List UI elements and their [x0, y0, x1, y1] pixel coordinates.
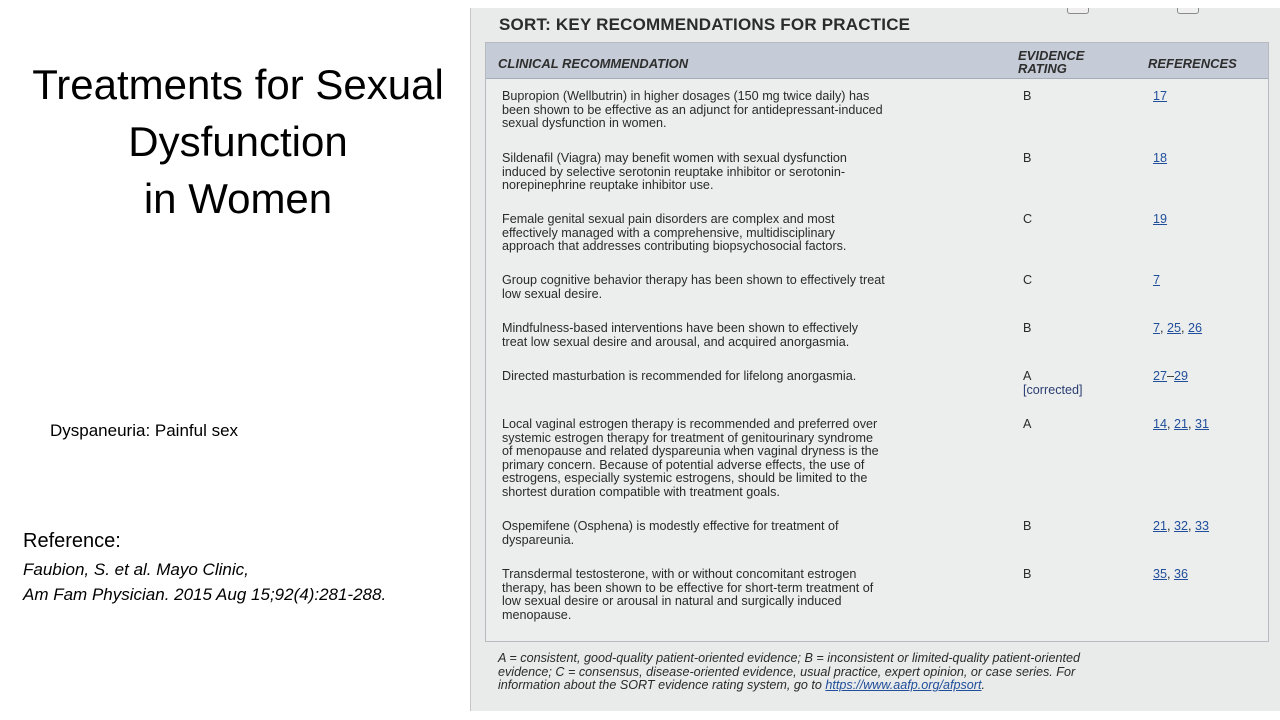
recommendation-cell	[502, 568, 972, 622]
recommendation-line: therapy, has been shown to be effective for short-term treatment of	[502, 580, 874, 595]
evidence-rating-cell	[1023, 568, 1123, 582]
recommendation-line: menopause.	[502, 607, 572, 622]
recommendation-line: sexual dysfunction in women.	[502, 116, 667, 130]
evidence-rating: A	[1023, 369, 1032, 383]
reference-link[interactable]: 32	[1174, 519, 1189, 533]
recommendation-line: Ospemifene (Osphena) is modestly effective for treatment of	[502, 519, 839, 533]
slide-title-line: Dysfunction	[128, 118, 348, 165]
reference-link[interactable]: 27	[1153, 369, 1168, 383]
recommendation-cell	[502, 274, 972, 301]
references-cell	[1153, 322, 1263, 336]
rating-correction-note: [corrected]	[1023, 382, 1083, 397]
recommendation-line: Transdermal testosterone, with or without concomitant estrogen	[502, 567, 857, 581]
recommendation-line: induced by selective serotonin reuptake inhibitor or serotonin-	[502, 164, 846, 179]
recommendation-line: shortest duration compatible with treatment goals.	[502, 484, 780, 499]
references-cell	[1153, 213, 1263, 227]
recommendations-table	[485, 42, 1269, 642]
reference-link[interactable]: 26	[1188, 321, 1203, 335]
sort-info-link[interactable]: https://www.aafp.org/afpsort	[825, 678, 982, 692]
reference-link[interactable]: 21	[1174, 417, 1189, 431]
evidence-rating: B	[1023, 321, 1032, 335]
table-header	[486, 43, 1268, 79]
reference-link[interactable]: 21	[1153, 519, 1168, 533]
evidence-rating: B	[1023, 89, 1032, 103]
slide-title	[20, 56, 456, 227]
header-rating-line: RATING	[1018, 61, 1067, 76]
recommendation-cell	[502, 520, 972, 547]
recommendation-line: Sildenafil (Viagra) may benefit women with sexual dysfunction	[502, 151, 847, 165]
recommendation-line: of menopause and related dyspareunia when vaginal dryness is the	[502, 444, 879, 458]
cropped-control-icon	[1067, 8, 1089, 14]
reference-citation-line: Am Fam Physician. 2015 Aug 15;92(4):281-288.	[23, 585, 387, 604]
recommendation-line: approach that addresses contributing biopsychosocial factors.	[502, 239, 847, 253]
recommendation-line: estrogens, especially systemic estrogens, should be limited to the	[502, 471, 868, 485]
evidence-rating-cell	[1023, 370, 1123, 397]
recommendation-line: low sexual desire.	[502, 286, 603, 301]
reference-separator: ,	[1167, 567, 1175, 581]
table-footnote	[498, 652, 1238, 693]
recommendation-line: been shown to be effective as an adjunct for antidepressant-induced	[502, 102, 883, 117]
recommendation-line: Bupropion (Wellbutrin) in higher dosages (150 mg twice daily) has	[502, 89, 870, 103]
evidence-rating-cell	[1023, 274, 1123, 288]
reference-link[interactable]: 7	[1153, 273, 1161, 287]
recommendation-line: Group cognitive behavior therapy has been shown to effectively treat	[502, 273, 885, 287]
evidence-rating-cell	[1023, 213, 1123, 227]
reference-link[interactable]: 29	[1174, 369, 1189, 383]
header-recommendation: CLINICAL RECOMMENDATION	[498, 56, 689, 71]
evidence-rating-cell	[1023, 322, 1123, 336]
recommendation-line: treat low sexual desire and arousal, and acquired anorgasmia.	[502, 334, 850, 349]
evidence-rating-cell	[1023, 418, 1123, 432]
evidence-rating: B	[1023, 519, 1032, 533]
recommendation-line: Local vaginal estrogen therapy is recommended and preferred over	[502, 417, 878, 431]
reference-link[interactable]: 35	[1153, 567, 1168, 581]
evidence-rating: B	[1023, 151, 1032, 165]
recommendation-line: dyspareunia.	[502, 532, 575, 547]
reference-link[interactable]: 31	[1195, 417, 1210, 431]
reference-separator: ,	[1160, 321, 1168, 335]
footnote-line: A = consistent, good-quality patient-oriented evidence; B = inconsistent or limited-quality patient-oriented	[498, 651, 1080, 665]
footnote-line: evidence; C = consensus, disease-oriented evidence, usual practice, expert opinion, or case series. For	[498, 664, 1076, 679]
references-cell	[1153, 520, 1263, 534]
reference-separator: ,	[1188, 519, 1196, 533]
recommendation-line: primary concern. Because of potential adverse effects, the use of	[502, 457, 865, 472]
reference-link[interactable]: 17	[1153, 89, 1168, 103]
recommendation-line: effectively managed with a comprehensive, multidisciplinary	[502, 225, 835, 240]
recommendation-cell	[502, 322, 972, 349]
references-cell	[1153, 274, 1263, 288]
references-cell	[1153, 152, 1263, 166]
reference-separator: –	[1167, 369, 1175, 383]
references-cell	[1153, 568, 1263, 582]
recommendation-line: Female genital sexual pain disorders are complex and most	[502, 212, 835, 226]
definition-note: Dyspaneuria: Painful sex	[50, 421, 239, 440]
recommendation-cell	[502, 90, 972, 131]
evidence-rating: A	[1023, 417, 1032, 431]
references-cell	[1153, 370, 1263, 384]
reference-separator: ,	[1167, 417, 1175, 431]
recommendation-cell	[502, 152, 972, 193]
table-title: SORT: KEY RECOMMENDATIONS FOR PRACTICE	[499, 15, 911, 34]
evidence-rating: C	[1023, 212, 1033, 226]
evidence-rating-cell	[1023, 152, 1123, 166]
recommendation-line: norepinephrine reuptake inhibitor use.	[502, 178, 714, 192]
reference-separator: ,	[1181, 321, 1189, 335]
references-cell	[1153, 418, 1263, 432]
recommendation-line: Mindfulness-based interventions have been shown to effectively	[502, 321, 859, 335]
slide-title-line: in Women	[143, 175, 333, 222]
recommendation-cell	[502, 213, 972, 254]
header-evidence-rating	[1018, 49, 1118, 75]
footnote-line	[498, 679, 1238, 693]
cropped-control-icon	[1177, 8, 1199, 14]
reference-link[interactable]: 19	[1153, 212, 1168, 226]
reference-link[interactable]: 14	[1153, 417, 1168, 431]
sort-table-screenshot	[470, 8, 1280, 711]
evidence-rating-cell	[1023, 520, 1123, 534]
reference-link[interactable]: 33	[1195, 519, 1210, 533]
reference-link[interactable]: 25	[1167, 321, 1182, 335]
evidence-rating: C	[1023, 273, 1033, 287]
header-references: REFERENCES	[1148, 56, 1237, 71]
header-rating-line: EVIDENCE	[1018, 48, 1085, 63]
evidence-rating-cell	[1023, 90, 1123, 104]
evidence-rating: B	[1023, 567, 1032, 581]
footnote-text: .	[981, 678, 985, 692]
recommendation-cell	[502, 418, 972, 499]
recommendation-line: low sexual desire or arousal in natural and surgically induced	[502, 594, 842, 608]
reference-link[interactable]: 36	[1174, 567, 1189, 581]
reference-link[interactable]: 7	[1153, 321, 1161, 335]
reference-separator: ,	[1167, 519, 1175, 533]
recommendation-line: Directed masturbation is recommended for lifelong anorgasmia.	[502, 369, 857, 383]
recommendation-line: systemic estrogen therapy for treatment of genitourinary syndrome	[502, 430, 873, 445]
reference-block	[23, 529, 386, 607]
reference-link[interactable]: 18	[1153, 151, 1168, 165]
recommendation-cell	[502, 370, 972, 384]
reference-separator: ,	[1188, 417, 1196, 431]
reference-citation-line: Faubion, S. et al. Mayo Clinic,	[23, 560, 249, 579]
reference-heading: Reference:	[23, 530, 121, 552]
slide-title-line: Treatments for Sexual	[32, 61, 444, 108]
footnote-text: information about the SORT evidence rating system, go to	[498, 678, 826, 692]
references-cell	[1153, 90, 1263, 104]
